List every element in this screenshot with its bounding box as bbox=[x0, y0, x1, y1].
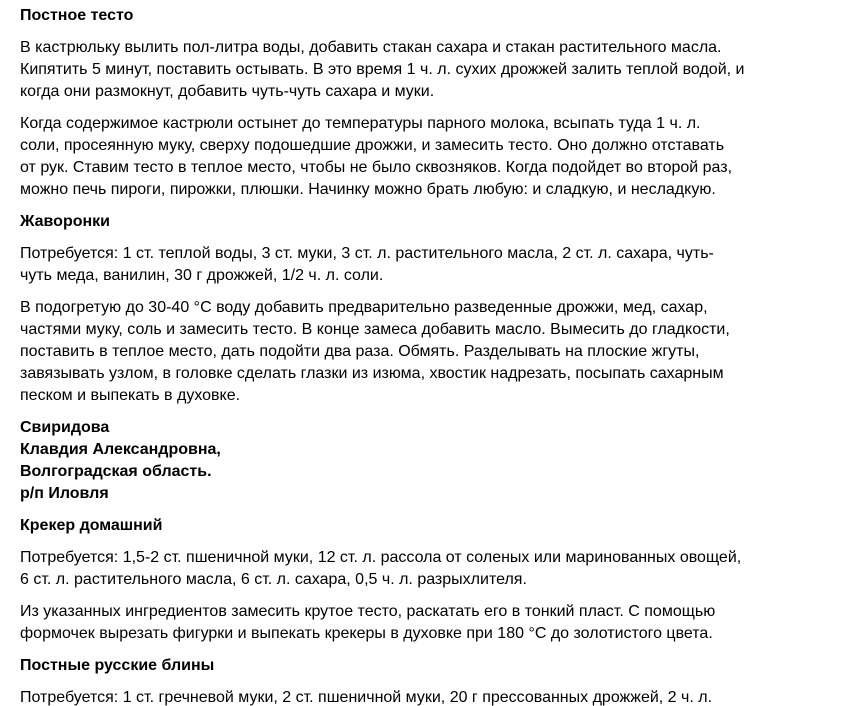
recipe-title: Крекер домашний bbox=[20, 517, 163, 534]
recipe-paragraph bbox=[20, 601, 843, 645]
text-line: песком и выпекать в духовке. bbox=[20, 387, 241, 404]
text-line: завязывать узлом, в головке сделать глазки из изюма, хвостик надрезать, посыпать сахарным bbox=[20, 365, 724, 382]
text-line: поставить в теплое место, дать подойти два раза. Обмять. Разделывать на плоские жгуты, bbox=[20, 343, 700, 360]
author-region: Волгоградская область. bbox=[20, 463, 212, 480]
text-line: Потребуется: 1,5-2 ст. пшеничной муки, 12 ст. л. рассола от соленых или маринованных овощей, bbox=[20, 549, 742, 566]
text-line: Потребуется: 1 ст. теплой воды, 3 ст. муки, 3 ст. л. растительного масла, 2 ст. л. сахара, чуть- bbox=[20, 245, 714, 262]
author-signature bbox=[20, 417, 843, 505]
text-line: от рук. Ставим тесто в теплое место, чтобы не было сквозняков. Когда подойдет во второй раз, bbox=[20, 159, 733, 176]
text-line: соли, просеянную муку, сверху подошедшие дрожжи, и замесить тесто. Оно должно отставать bbox=[20, 137, 725, 154]
text-line: Кипятить 5 минут, поставить остывать. В это время 1 ч. л. сухих дрожжей залить теплой водой, и bbox=[20, 61, 745, 78]
text-line: Когда содержимое кастрюли остынет до температуры парного молока, всыпать туда 1 ч. л. bbox=[20, 115, 701, 132]
text-line: В кастрюльку вылить пол-литра воды, добавить стакан сахара и стакан растительного масла. bbox=[20, 39, 722, 56]
recipe-title: Постные русские блины bbox=[20, 657, 215, 674]
recipe-title: Постное тесто bbox=[20, 7, 134, 24]
recipe-ingredients bbox=[20, 687, 843, 706]
text-line: формочек вырезать фигурки и выпекать крекеры в духовке при 180 °С до золотистого цвета. bbox=[20, 625, 713, 642]
text-line: чуть меда, ванилин, 30 г дрожжей, 1/2 ч. л. соли. bbox=[20, 267, 384, 284]
author-locality: р/п Иловля bbox=[20, 485, 109, 502]
recipe-paragraph bbox=[20, 113, 843, 201]
text-line: частями муку, соль и замесить тесто. В конце замеса добавить масло. Вымесить до гладкости, bbox=[20, 321, 730, 338]
text-line: Из указанных ингредиентов замесить крутое тесто, раскатать его в тонкий пласт. С помощью bbox=[20, 603, 716, 620]
recipe-ingredients bbox=[20, 243, 843, 287]
recipe-title: Жаворонки bbox=[20, 213, 111, 230]
author-name: Клавдия Александровна, bbox=[20, 441, 221, 458]
text-line: Потребуется: 1 ст. гречневой муки, 2 ст. пшеничной муки, 20 г прессованных дрожжей, 2 ч. л. bbox=[20, 689, 713, 706]
recipe-paragraph bbox=[20, 37, 843, 103]
text-line: можно печь пироги, пирожки, плюшки. Начинку можно брать любую: и сладкую, и несладкую. bbox=[20, 181, 716, 198]
text-line: когда они размокнут, добавить чуть-чуть сахара и муки. bbox=[20, 83, 435, 100]
text-line: 6 ст. л. растительного масла, 6 ст. л. сахара, 0,5 ч. л. разрыхлителя. bbox=[20, 571, 527, 588]
author-surname: Свиридова bbox=[20, 419, 110, 436]
recipe-ingredients bbox=[20, 547, 843, 591]
text-line: В подогретую до 30-40 °С воду добавить предварительно разведенные дрожжи, мед, сахар, bbox=[20, 299, 708, 316]
recipe-paragraph bbox=[20, 297, 843, 407]
